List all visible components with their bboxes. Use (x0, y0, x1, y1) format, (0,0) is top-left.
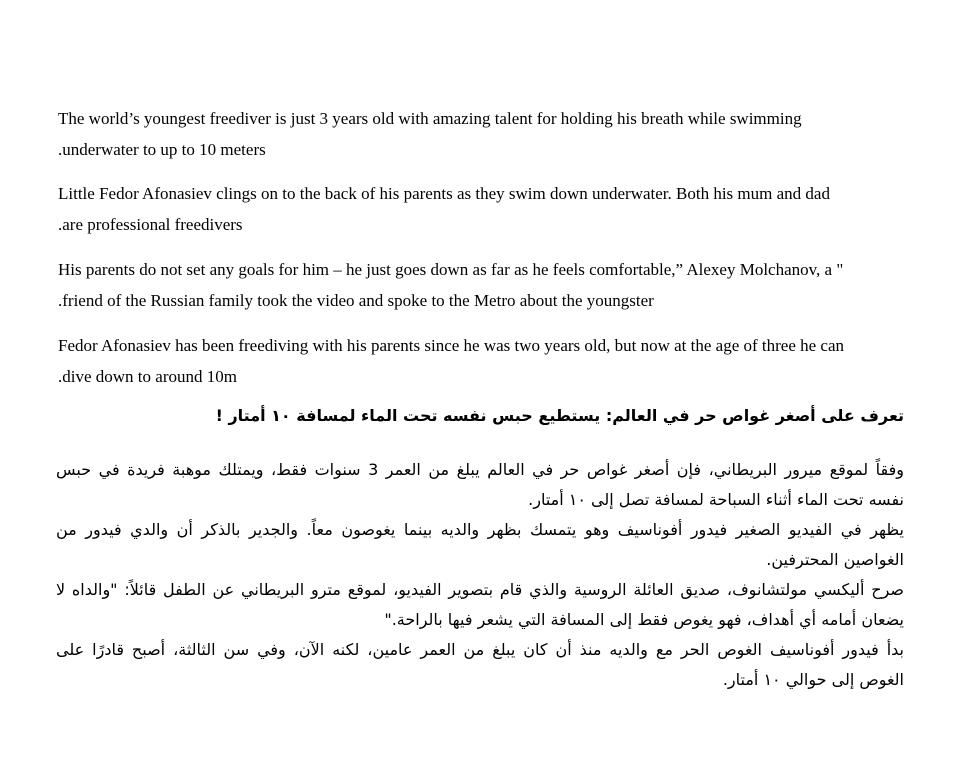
english-paragraph-4-line-1: Fedor Afonasiev has been freediving with his parents since he was two years old, but now at the age of three he can (58, 336, 845, 355)
english-paragraph-4 (58, 330, 908, 392)
english-paragraph-1 (58, 103, 908, 165)
arabic-line-3: يظهر في الفيديو الصغير فيدور أفوناسيف وهو يتمسك بظهر والديه بينما يغوصون معاً. والجدير بالذكر أن والدي فيدور من (56, 520, 904, 539)
arabic-line-6: يضعان أمامه أي أهداف، فهو يغوص فقط إلى المسافة التي يشعر فيها بالراحة." (384, 610, 904, 629)
arabic-line-7: بدأ فيدور أفوناسيف الغوص الحر مع والديه منذ أن كان يبلغ من العمر عامين، لكنه الآن، وفي سن الثالثة، أصبح قادرًا على (56, 640, 904, 659)
arabic-body (56, 455, 904, 695)
english-paragraph-1-line-1: The world’s youngest freediver is just 3 years old with amazing talent for holding his breath while swimming (58, 109, 802, 128)
english-paragraph-1-line-2: .underwater to up to 10 meters (58, 140, 266, 159)
english-paragraph-3-line-1: His parents do not set any goals for him – he just goes down as far as he feels comfortable,” Alexey Molchanov, a " (58, 260, 844, 279)
arabic-line-5: صرح أليكسي مولتشانوف، صديق العائلة الروسية والذي قام بتصوير الفيديو، لموقع مترو البريطاني عن الطفل قائلاً: "والداه لا (56, 580, 904, 599)
arabic-line-8: الغوص إلى حوالي ١٠ أمتار. (722, 670, 904, 689)
arabic-line-1: وفقاً لموقع ميرور البريطاني، فإن أصغر غواص حر في العالم يبلغ من العمر 3 سنوات فقط، ويمتلك موهبة فريدة في حبس (56, 460, 904, 479)
english-paragraph-4-line-2: .dive down to around 10m (58, 367, 237, 386)
arabic-line-2: نفسه تحت الماء أثناء السباحة لمسافة تصل إلى ١٠ أمتار. (528, 490, 904, 509)
english-paragraph-2-line-1: Little Fedor Afonasiev clings on to the back of his parents as they swim down underwater. Both his mum and dad (58, 184, 830, 203)
english-paragraph-2-line-2: .are professional freedivers (58, 215, 243, 234)
english-paragraph-3 (58, 254, 908, 316)
english-paragraph-3-line-2: .friend of the Russian family took the video and spoke to the Metro about the youngster (58, 291, 654, 310)
arabic-heading: تعرف على أصغر غواص حر في العالم: يستطيع حبس نفسه تحت الماء لمسافة ١٠ أمتار ! (215, 406, 904, 425)
arabic-line-4: الغواصين المحترفين. (766, 550, 904, 569)
english-paragraph-2 (58, 178, 908, 240)
